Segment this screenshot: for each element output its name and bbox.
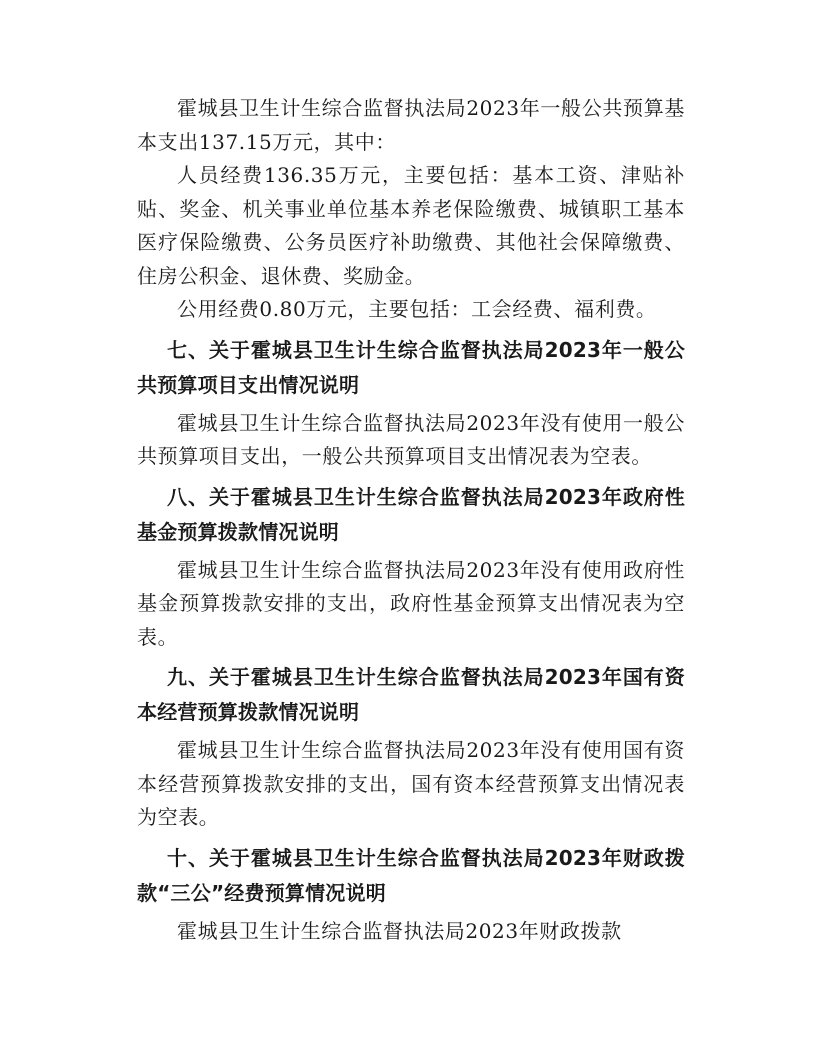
section-10-body: 霍城县卫生计生综合监督执法局2023年财政拨款 (177, 918, 622, 943)
section-9-heading: 九、关于霍城县卫生计生综合监督执法局2023年国有资本经营预算拨款情况说明 (137, 665, 685, 724)
section-7-heading: 七、关于霍城县卫生计生综合监督执法局2023年一般公共预算项目支出情况说明 (137, 337, 685, 397)
personnel-expenditure-paragraph: 人员经费136.35万元，主要包括：基本工资、津贴补贴、奖金、机关事业单位基本养老保险缴费、城镇职工基本医疗保险缴费、公务员医疗补助缴费、其他社会保障缴费、住房公积金、退休费、奖励金。 (137, 163, 685, 288)
section-10-heading: 十、关于霍城县卫生计生综合监督执法局2023年财政拨款“三公”经费预算情况说明 (137, 845, 685, 905)
document-page (137, 92, 685, 948)
section-8-body: 霍城县卫生计生综合监督执法局2023年没有使用政府性基金预算拨款安排的支出，政府性基金预算支出情况表为空表。 (137, 557, 685, 649)
public-expenditure-paragraph: 公用经费0.80万元，主要包括：工会经费、福利费。 (177, 297, 657, 321)
section-7-body: 霍城县卫生计生综合监督执法局2023年没有使用一般公共预算项目支出，一般公共预算项目支出情况表为空表。 (137, 410, 685, 468)
section-8-heading: 八、关于霍城县卫生计生综合监督执法局2023年政府性基金预算拨款情况说明 (137, 484, 685, 544)
section-9-body: 霍城县卫生计生综合监督执法局2023年没有使用国有资本经营预算拨款安排的支出，国有资本经营预算支出情况表为空表。 (137, 738, 685, 829)
basic-expenditure-paragraph: 霍城县卫生计生综合监督执法局2023年一般公共预算基本支出137.15万元，其中： (137, 96, 685, 154)
